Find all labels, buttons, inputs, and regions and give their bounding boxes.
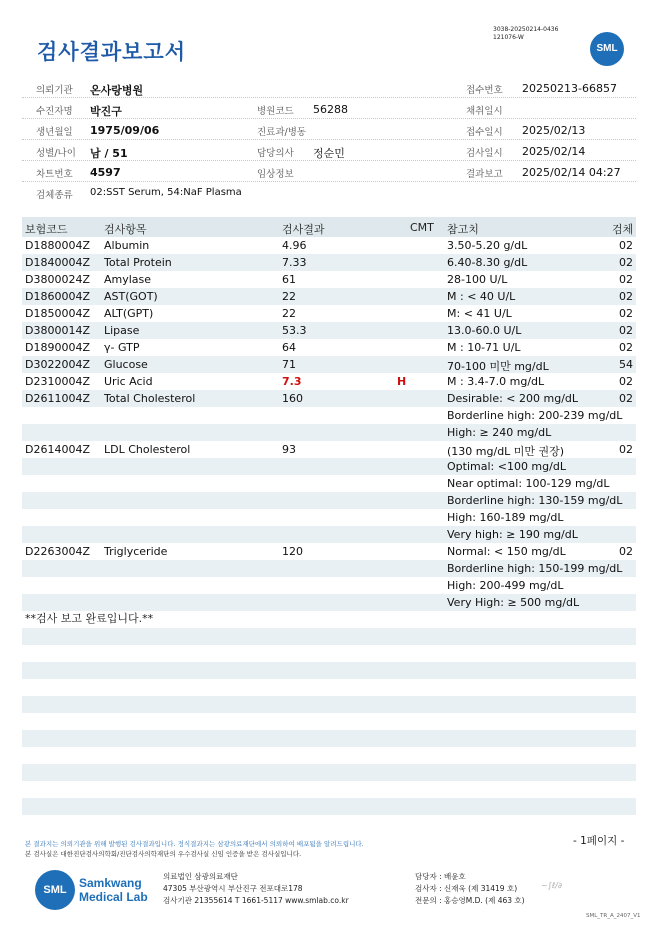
cell-item: ALT(GPT) bbox=[104, 307, 154, 320]
cell-ref: 6.40-8.30 g/dL bbox=[447, 256, 528, 269]
cell-code: D2611004Z bbox=[25, 392, 90, 405]
cell-ref: M: < 41 U/L bbox=[447, 307, 512, 320]
cell-code: D1840004Z bbox=[25, 256, 90, 269]
page-title: 검사결과보고서 bbox=[37, 40, 187, 64]
table-row bbox=[22, 373, 636, 390]
report-complete-note: **검사 보고 완료입니다.** bbox=[25, 612, 154, 625]
table-row bbox=[22, 288, 636, 305]
cell-ref: Very High: ≥ 500 mg/dL bbox=[447, 596, 580, 609]
cell-item: Glucose bbox=[104, 358, 148, 371]
institution-info: 의료법인 삼광의료재단 47305 부산광역시 부산진구 전포대로178 검사기관 21355614 T 1661-5117 www.smlab.co.kr bbox=[163, 872, 349, 905]
samkwang-logo-icon: SML bbox=[35, 870, 75, 910]
results-table-header: 보험코드 검사항목 검사결과 CMT 참고치 검체 bbox=[22, 217, 636, 237]
empty-row bbox=[22, 628, 636, 645]
footer-certification: 본 검사실은 대한진단검사의학회/진단검사의학재단의 우수검사실 신임 인증을 받은 검사실입니다. bbox=[25, 850, 302, 858]
table-row bbox=[22, 407, 636, 424]
cell-ref: Normal: < 150 mg/dL bbox=[447, 545, 566, 558]
cell-item: Uric Acid bbox=[104, 375, 153, 388]
receipt-number: 20250213-66857 bbox=[522, 82, 617, 95]
info-row: 성별/나이 남 / 51 담당의사 정순민 검사일시 2025/02/14 bbox=[22, 141, 636, 161]
table-row bbox=[22, 492, 636, 509]
receipt-date: 2025/02/13 bbox=[522, 124, 586, 137]
cell-ref: Borderline high: 130-159 mg/dL bbox=[447, 494, 623, 507]
cell-code: D1880004Z bbox=[25, 239, 90, 252]
table-row bbox=[22, 322, 636, 339]
cell-ref: High: ≥ 240 mg/dL bbox=[447, 426, 552, 439]
empty-row bbox=[22, 764, 636, 781]
cell-specimen: 02 bbox=[619, 443, 633, 456]
cell-result: 22 bbox=[282, 307, 296, 320]
cell-code: D3800014Z bbox=[25, 324, 90, 337]
info-row: 의뢰기관 온사랑병원 접수번호 20250213-66857 bbox=[22, 78, 636, 98]
cell-flag: H bbox=[397, 375, 407, 388]
cell-item: Total Protein bbox=[104, 256, 172, 269]
patient-name: 박진구 bbox=[90, 105, 122, 118]
cell-specimen: 02 bbox=[619, 307, 633, 320]
document-id: 3038-20250214-0436 121076-W bbox=[493, 26, 559, 41]
cell-code: D1860004Z bbox=[25, 290, 90, 303]
footer-warning: 본 결과지는 의뢰기관을 위해 발행된 검사결과입니다. 정식결과지는 삼광의료재단에서 의뢰하여 배포됨을 알려드립니다. bbox=[25, 840, 364, 848]
cell-ref: Desirable: < 200 mg/dL bbox=[447, 392, 579, 405]
cell-code: D2614004Z bbox=[25, 443, 90, 456]
cell-code: D3022004Z bbox=[25, 358, 90, 371]
table-row bbox=[22, 543, 636, 560]
cell-result: 4.96 bbox=[282, 239, 307, 252]
table-row bbox=[22, 475, 636, 492]
cell-result: 53.3 bbox=[282, 324, 307, 337]
cell-code: D2263004Z bbox=[25, 545, 90, 558]
info-row: 생년월일 1975/09/06 진료과/병동 접수일시 2025/02/13 bbox=[22, 120, 636, 140]
cell-result: 160 bbox=[282, 392, 303, 405]
empty-row bbox=[22, 696, 636, 713]
empty-row bbox=[22, 662, 636, 679]
table-row bbox=[22, 594, 636, 611]
cell-result: 64 bbox=[282, 341, 296, 354]
cell-specimen: 02 bbox=[619, 341, 633, 354]
table-row bbox=[22, 424, 636, 441]
cell-ref: M : 10-71 U/L bbox=[447, 341, 521, 354]
chart-number: 4597 bbox=[90, 166, 121, 179]
cell-code: D1890004Z bbox=[25, 341, 90, 354]
info-row: 차트번호 4597 임상정보 결과보고 2025/02/14 04:27 bbox=[22, 162, 636, 182]
signature-icon: ~∫ℓ/∂ bbox=[541, 881, 563, 890]
cell-result: 22 bbox=[282, 290, 296, 303]
cell-ref: (130 mg/dL 미만 권장) bbox=[447, 445, 565, 458]
table-row bbox=[22, 577, 636, 594]
cell-item: Triglyceride bbox=[104, 545, 168, 558]
cell-item: LDL Cholesterol bbox=[104, 443, 191, 456]
cell-result: 61 bbox=[282, 273, 296, 286]
info-row: 검체종류 02:SST Serum, 54:NaF Plasma bbox=[36, 187, 242, 201]
cell-specimen: 02 bbox=[619, 375, 633, 388]
info-row: 수진자명 박진구 병원코드 56288 채취일시 bbox=[22, 99, 636, 119]
cell-result: 7.3 bbox=[282, 375, 302, 388]
cell-code: D3800024Z bbox=[25, 273, 90, 286]
cell-code: D2310004Z bbox=[25, 375, 90, 388]
hospital-code: 56288 bbox=[313, 103, 348, 116]
cell-item: Albumin bbox=[104, 239, 150, 252]
specimen-type: 02:SST Serum, 54:NaF Plasma bbox=[90, 187, 242, 198]
cell-item: Total Cholesterol bbox=[104, 392, 196, 405]
cell-item: γ- GTP bbox=[104, 341, 140, 354]
cell-result: 93 bbox=[282, 443, 296, 456]
cell-ref: Near optimal: 100-129 mg/dL bbox=[447, 477, 610, 490]
table-row bbox=[22, 237, 636, 254]
cell-item: Lipase bbox=[104, 324, 140, 337]
cell-item: AST(GOT) bbox=[104, 290, 158, 303]
doctor-name: 정순민 bbox=[313, 147, 345, 160]
form-code: SML_TR_A_2407_V1 bbox=[586, 913, 641, 919]
table-row bbox=[22, 458, 636, 475]
birth-date: 1975/09/06 bbox=[90, 124, 160, 137]
staff-info: 담당자 : 배윤호 검사자 : 신재욱 (제 31419 호) 전문의 : 홍승영M.D. (제 463 호) bbox=[415, 872, 525, 905]
cell-specimen: 02 bbox=[619, 273, 633, 286]
client-value: 온사랑병원 bbox=[90, 84, 144, 97]
cell-item: Amylase bbox=[104, 273, 152, 286]
table-row bbox=[22, 356, 636, 373]
sex-age: 남 / 51 bbox=[90, 147, 128, 160]
brand-name: Samkwang Medical Lab bbox=[79, 876, 148, 904]
cell-specimen: 02 bbox=[619, 392, 633, 405]
cell-specimen: 54 bbox=[619, 358, 633, 371]
cell-ref: M : 3.4-7.0 mg/dL bbox=[447, 375, 545, 388]
cell-specimen: 02 bbox=[619, 324, 633, 337]
sml-logo-icon: SML bbox=[590, 32, 624, 66]
cell-ref: 3.50-5.20 g/dL bbox=[447, 239, 528, 252]
cell-result: 120 bbox=[282, 545, 303, 558]
table-row bbox=[22, 560, 636, 577]
table-row bbox=[22, 390, 636, 407]
report-datetime: 2025/02/14 04:27 bbox=[522, 166, 621, 179]
table-row bbox=[22, 271, 636, 288]
cell-ref: 13.0-60.0 U/L bbox=[447, 324, 522, 337]
cell-specimen: 02 bbox=[619, 256, 633, 269]
cell-ref: Borderline high: 150-199 mg/dL bbox=[447, 562, 623, 575]
cell-ref: 70-100 미만 mg/dL bbox=[447, 360, 549, 373]
test-date: 2025/02/14 bbox=[522, 145, 586, 158]
cell-code: D1850004Z bbox=[25, 307, 90, 320]
cell-result: 7.33 bbox=[282, 256, 307, 269]
cell-ref: Borderline high: 200-239 mg/dL bbox=[447, 409, 623, 422]
table-row bbox=[22, 254, 636, 271]
cell-ref: Very high: ≥ 190 mg/dL bbox=[447, 528, 578, 541]
cell-ref: 28-100 U/L bbox=[447, 273, 508, 286]
cell-specimen: 02 bbox=[619, 290, 633, 303]
cell-ref: High: 200-499 mg/dL bbox=[447, 579, 564, 592]
empty-row bbox=[22, 798, 636, 815]
cell-specimen: 02 bbox=[619, 545, 633, 558]
table-row bbox=[22, 526, 636, 543]
table-row bbox=[22, 339, 636, 356]
empty-row bbox=[22, 730, 636, 747]
cell-result: 71 bbox=[282, 358, 296, 371]
page-number: - 1페이지 - bbox=[573, 835, 625, 847]
table-row bbox=[22, 509, 636, 526]
cell-ref: Optimal: <100 mg/dL bbox=[447, 460, 566, 473]
cell-ref: M : < 40 U/L bbox=[447, 290, 516, 303]
table-row bbox=[22, 441, 636, 458]
table-row bbox=[22, 305, 636, 322]
cell-specimen: 02 bbox=[619, 239, 633, 252]
cell-ref: High: 160-189 mg/dL bbox=[447, 511, 564, 524]
